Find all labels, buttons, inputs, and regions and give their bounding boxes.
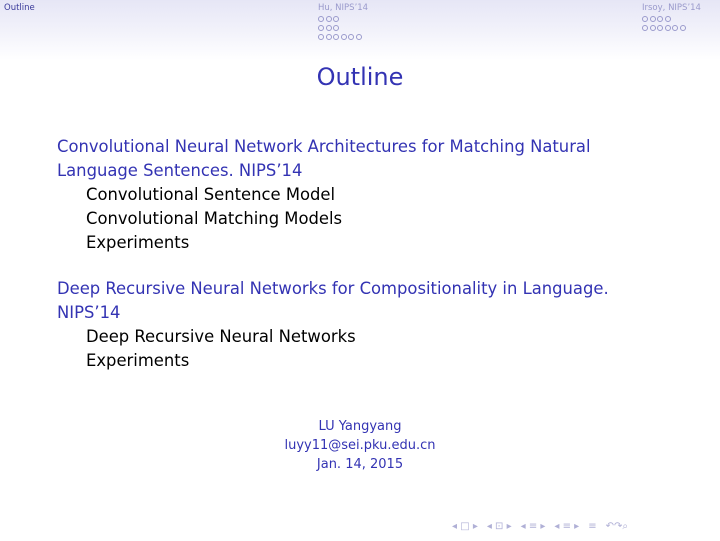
slide-dot[interactable]: [326, 34, 332, 40]
slide-dot[interactable]: [356, 34, 362, 40]
author-email: luyy11@sei.pku.edu.cn: [284, 438, 436, 453]
slide-dot[interactable]: [657, 16, 663, 22]
nav-slide-icon[interactable]: ◂ □ ▸: [452, 521, 478, 532]
nav-subsection-icon[interactable]: ◂ ≡ ▸: [520, 521, 546, 532]
slide-dot[interactable]: [680, 25, 686, 31]
footer-info: [0, 417, 720, 474]
dot-row: [642, 16, 686, 24]
toc-subsection-convolutional-matching-models[interactable]: Convolutional Matching Models: [86, 209, 343, 228]
dot-row: [318, 34, 362, 42]
toc-subsection-convolutional-sentence-model[interactable]: Convolutional Sentence Model: [86, 185, 336, 204]
slide-dot[interactable]: [318, 25, 324, 31]
headline-section-label: Outline: [4, 3, 35, 13]
headline-section-irsoy[interactable]: [642, 3, 701, 13]
slide-dot[interactable]: [650, 25, 656, 31]
toc-subsection-experiments-1[interactable]: Experiments: [86, 233, 190, 252]
dot-row: [642, 25, 686, 33]
headline-section-outline[interactable]: [4, 3, 35, 13]
toc-section-2-line2: NIPS’14: [57, 303, 121, 322]
table-of-contents: [57, 135, 657, 373]
headline-section-label: Irsoy, NIPS’14: [642, 3, 701, 13]
slide-dot[interactable]: [348, 34, 354, 40]
toc-section-1-line2: Language Sentences. NIPS’14: [57, 161, 303, 180]
slide-dot[interactable]: [333, 34, 339, 40]
toc-section-2[interactable]: [57, 277, 657, 325]
slide-dot[interactable]: [642, 16, 648, 22]
nav-section-icon[interactable]: ◂ ≡ ▸: [554, 521, 580, 532]
nav-frame-icon[interactable]: ◂ ⊡ ▸: [486, 521, 512, 532]
slide-dot[interactable]: [672, 25, 678, 31]
frame-title: Outline: [316, 63, 404, 91]
dot-row: [318, 25, 362, 33]
slide-dot[interactable]: [333, 25, 339, 31]
presentation-date: Jan. 14, 2015: [316, 457, 404, 472]
slide-dot[interactable]: [318, 34, 324, 40]
beamer-navigation-symbols: [452, 521, 628, 532]
section-progress-dots: [318, 16, 362, 43]
toc-section-2-line1: Deep Recursive Neural Networks for Compositionality in Language.: [57, 279, 609, 298]
toc-section-1[interactable]: [57, 135, 657, 183]
slide-dot[interactable]: [657, 25, 663, 31]
slide-dot[interactable]: [318, 16, 324, 22]
section-progress-dots: [642, 16, 686, 34]
slide-dot[interactable]: [665, 16, 671, 22]
headline-section-hu[interactable]: [318, 3, 368, 13]
headline-section-label: Hu, NIPS’14: [318, 3, 369, 13]
nav-search-icon[interactable]: ↶↷⌕: [605, 521, 628, 532]
toc-section-1-line1: Convolutional Neural Network Architectures for Matching Natural: [57, 137, 591, 156]
slide-dot[interactable]: [665, 25, 671, 31]
slide-dot[interactable]: [326, 25, 332, 31]
slide-dot[interactable]: [650, 16, 656, 22]
toc-subsection-experiments-2[interactable]: Experiments: [86, 351, 190, 370]
toc-subsection-deep-recursive-neural-networks[interactable]: Deep Recursive Neural Networks: [86, 327, 356, 346]
slide-dot[interactable]: [642, 25, 648, 31]
slide-dot[interactable]: [341, 34, 347, 40]
author-name: LU Yangyang: [318, 419, 402, 434]
nav-appendix-icon[interactable]: ≡: [588, 521, 597, 532]
slide-dot[interactable]: [326, 16, 332, 22]
headline-bar: [0, 0, 720, 60]
slide-dot[interactable]: [333, 16, 339, 22]
dot-row: [318, 16, 362, 24]
